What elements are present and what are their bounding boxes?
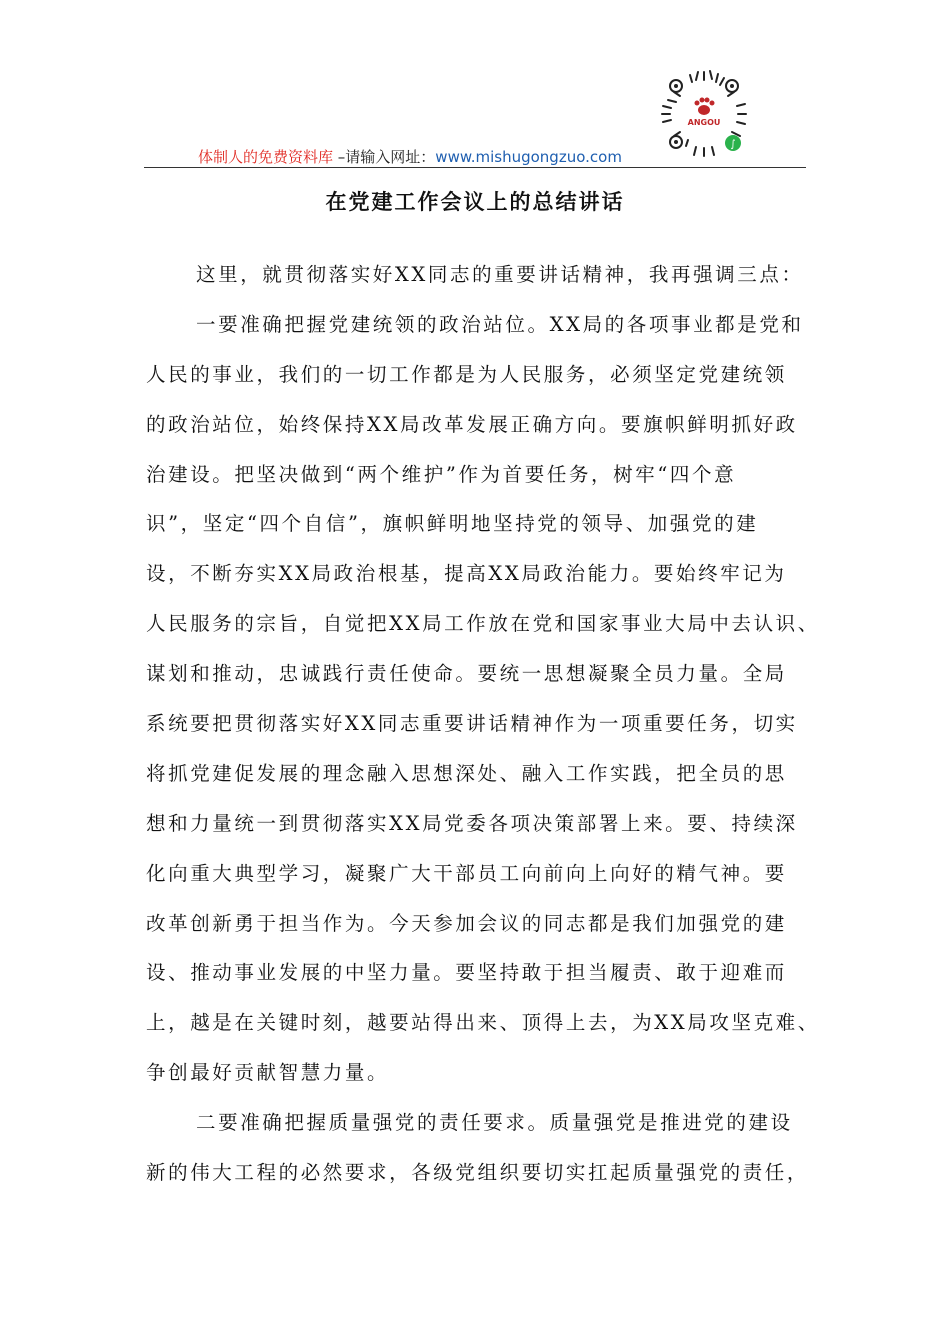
- site-name: 体制人的免费资料库: [198, 148, 334, 166]
- text-line: 一要准确把握党建统领的政治站位。XX局的各项事业都是党和: [196, 312, 804, 336]
- text-line: 二要准确把握质量强党的责任要求。质量强党是推进党的建设: [196, 1111, 793, 1135]
- qr-code: [658, 68, 750, 160]
- header-banner: [198, 146, 622, 167]
- text-line: 设，不断夯实XX局政治根基，提高XX局政治能力。要始终牢记为: [146, 562, 787, 586]
- text-line: 识”，坚定“四个自信”，旗帜鲜明地坚持党的领导、加强党的建: [146, 512, 759, 536]
- site-url-link[interactable]: www.mishugongzuo.com: [435, 148, 622, 166]
- text-line: 将抓党建促发展的理念融入思想深处、融入工作实践，把全员的思: [146, 761, 787, 785]
- text-line: 上，越是在关键时刻，越要站得出来、顶得上去，为XX局攻坚克难、: [146, 1011, 820, 1035]
- text-line: 想和力量统一到贯彻落实XX局党委各项决策部署上来。要、持续深: [146, 811, 798, 835]
- text-line: 系统要把贯彻落实好XX同志重要讲话精神作为一项重要任务，切实: [146, 712, 798, 736]
- svg-text:ANGOU: ANGOU: [687, 118, 721, 127]
- text-line: 新的伟大工程的必然要求，各级党组织要切实扛起质量强党的责任，: [146, 1161, 810, 1185]
- text-line: 谋划和推动，忠诚践行责任使命。要统一思想凝聚全员力量。全局: [146, 662, 787, 686]
- text-line: 化向重大典型学习，凝聚广大干部员工向前向上向好的精气神。要: [146, 861, 787, 885]
- text-line: 治建设。把坚决做到“两个维护”作为首要任务，树牢“四个意: [146, 462, 737, 486]
- text-line: 争创最好贡献智慧力量。: [146, 1061, 390, 1085]
- document-body: [146, 262, 820, 1210]
- url-prompt: –请输入网址：: [333, 148, 436, 166]
- text-line: 改革创新勇于担当作为。今天参加会议的同志都是我们加强党的建: [146, 911, 787, 935]
- text-line: 的政治站位，始终保持XX局改革发展正确方向。要旗帜鲜明抓好政: [146, 412, 798, 436]
- text-line: 人民的事业，我们的一切工作都是为人民服务，必须坚定党建统领: [146, 362, 787, 386]
- header-divider: [144, 167, 806, 168]
- text-line: 设、推动事业发展的中坚力量。要坚持敢于担当履责、敢于迎难而: [146, 961, 787, 985]
- text-line: 这里，就贯彻落实好XX同志的重要讲话精神，我再强调三点：: [196, 263, 804, 286]
- svg-text:∫: ∫: [730, 139, 736, 150]
- document-title: 在党建工作会议上的总结讲话: [325, 189, 625, 214]
- text-line: 人民服务的宗旨，自觉把XX局工作放在党和国家事业大局中去认识、: [146, 612, 820, 636]
